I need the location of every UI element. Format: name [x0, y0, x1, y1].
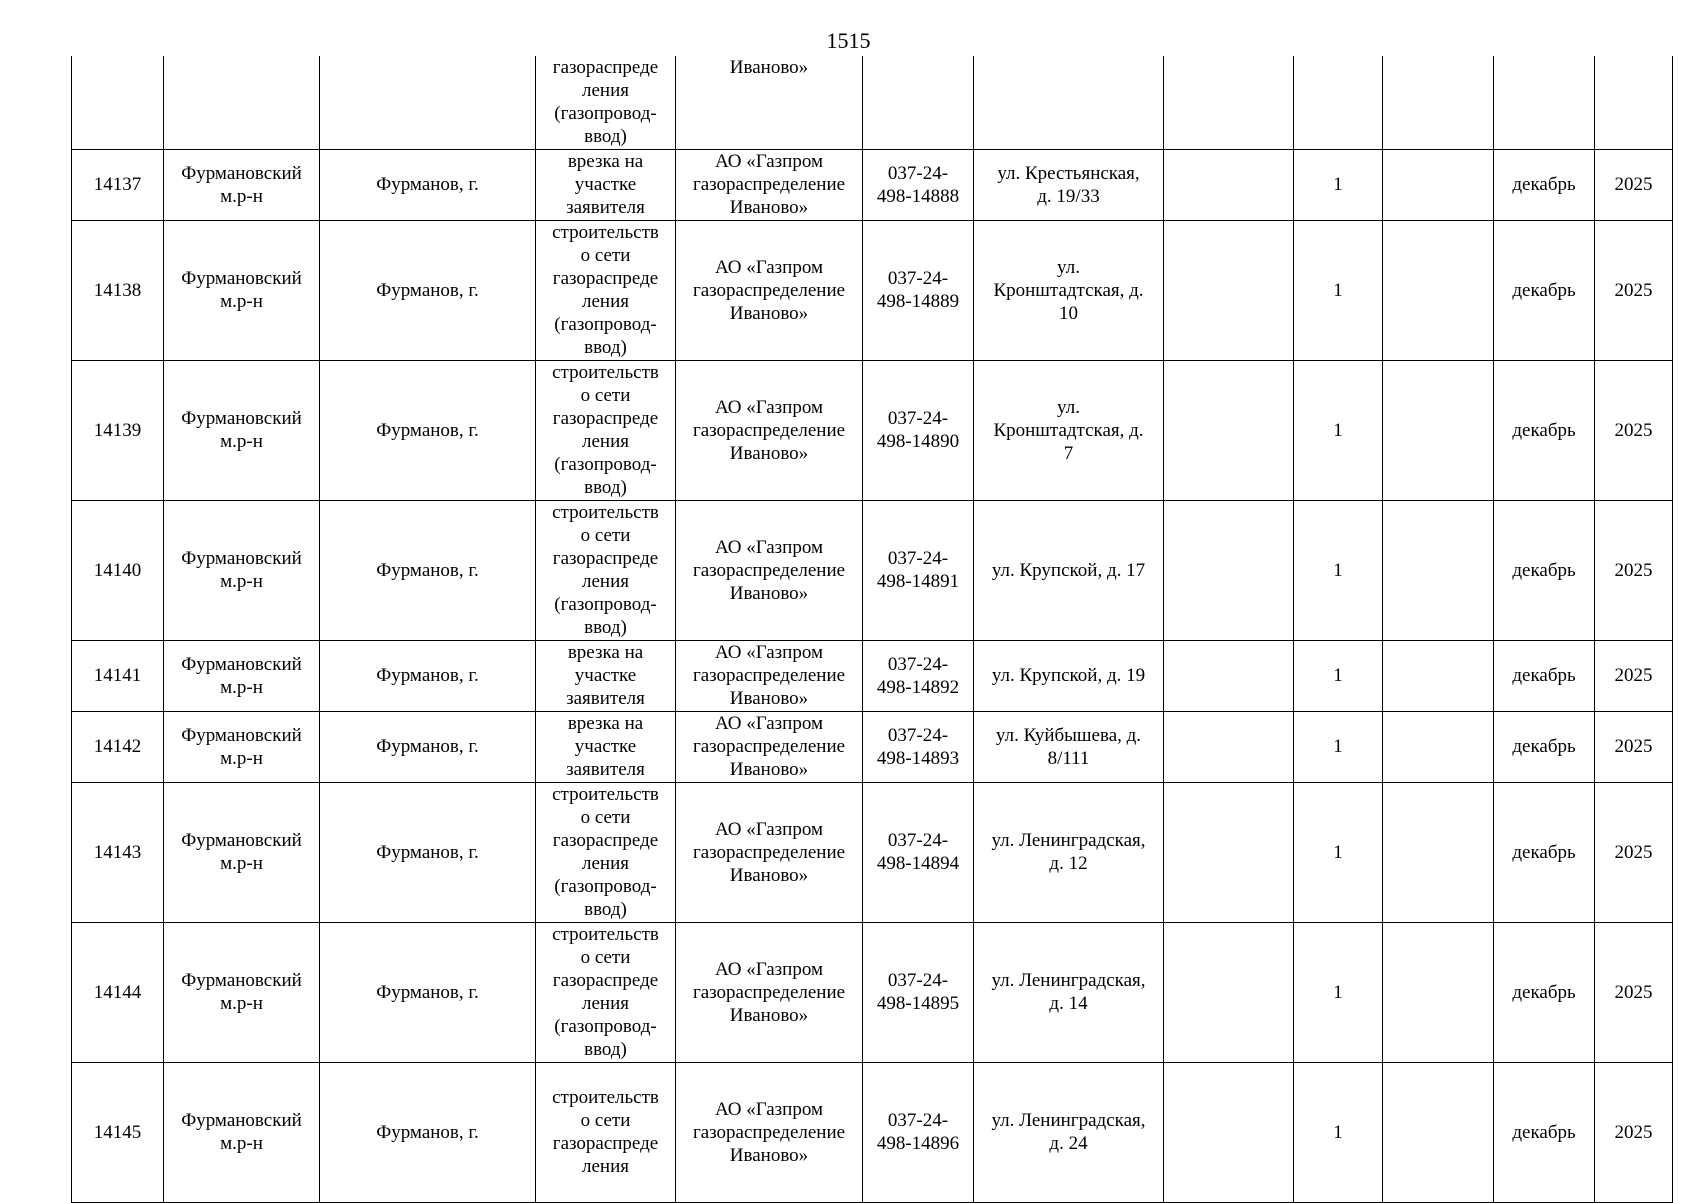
- cell-district: [164, 922, 320, 1062]
- cell-count: 1: [1294, 220, 1383, 360]
- cell-empty-1: [1164, 360, 1294, 500]
- cell-city: Фурманов, г.: [320, 149, 536, 220]
- cell-district-lines: Фурмановский м.р-н: [181, 162, 302, 207]
- cell-empty-1: [1164, 782, 1294, 922]
- cell-empty-1: [1164, 149, 1294, 220]
- cell-district: [164, 640, 320, 711]
- cell-type: [536, 711, 676, 782]
- cell-district: [164, 500, 320, 640]
- cell-type-lines: строительств о сети газораспреде ления (газопровод- ввод): [552, 222, 659, 358]
- cell-type-lines: строительств о сети газораспреде ления (газопровод- ввод): [552, 502, 659, 638]
- table-row-continuation: [72, 56, 1673, 149]
- registry-table: [71, 56, 1673, 1203]
- cell-type: [536, 1062, 676, 1202]
- cell-organization-lines: АО «Газпром газораспределение Иваново»: [692, 713, 846, 780]
- cell-organization: [676, 360, 863, 500]
- cell-city: Фурманов, г.: [320, 220, 536, 360]
- cell-district: [164, 149, 320, 220]
- cell-year: 2025: [1595, 149, 1673, 220]
- cell-year: 2025: [1595, 360, 1673, 500]
- cell-address-lines: ул. Кронштадтская, д. 10: [993, 256, 1144, 324]
- cell-address: [974, 360, 1164, 500]
- cell-district: [164, 711, 320, 782]
- cell-organization-lines: АО «Газпром газораспределение Иваново»: [692, 396, 846, 464]
- cell-district-lines: Фурмановский м.р-н: [181, 724, 302, 769]
- cell-count: [1294, 56, 1383, 149]
- cell-address: [974, 922, 1164, 1062]
- cell-type-lines: строительств о сети газораспреде ления (газопровод- ввод): [552, 362, 659, 498]
- cell-month: декабрь: [1494, 220, 1595, 360]
- table-row: [72, 782, 1673, 922]
- cell-type: [536, 500, 676, 640]
- cell-code: [863, 220, 974, 360]
- cell-num: 14137: [72, 149, 164, 220]
- cell-type-lines: строительств о сети газораспреде ления (газопровод- ввод): [552, 924, 659, 1060]
- cell-address: [974, 500, 1164, 640]
- cell-city: Фурманов, г.: [320, 640, 536, 711]
- cell-organization-lines: АО «Газпром газораспределение Иваново»: [692, 151, 846, 218]
- cell-organization-lines: АО «Газпром газораспределение Иваново»: [692, 818, 846, 886]
- cell-code-lines: 037-24- 498-14892: [876, 653, 960, 698]
- cell-organization-lines: АО «Газпром газораспределение Иваново»: [692, 256, 846, 324]
- cell-city: Фурманов, г.: [320, 782, 536, 922]
- cell-type: [536, 922, 676, 1062]
- cell-organization-lines: АО «Газпром газораспределение Иваново»: [692, 536, 846, 604]
- cell-year: 2025: [1595, 220, 1673, 360]
- cell-year: 2025: [1595, 1062, 1673, 1202]
- cell-address: [974, 711, 1164, 782]
- cell-year: 2025: [1595, 711, 1673, 782]
- cell-num: 14140: [72, 500, 164, 640]
- cell-empty-2: [1383, 1062, 1494, 1202]
- cell-district-lines: Фурмановский м.р-н: [181, 970, 302, 1014]
- cell-city: Фурманов, г.: [320, 711, 536, 782]
- cell-code: [863, 360, 974, 500]
- cell-empty-2: [1383, 56, 1494, 149]
- cell-code: [863, 1062, 974, 1202]
- cell-code: [863, 711, 974, 782]
- cell-num: 14141: [72, 640, 164, 711]
- cell-type: [536, 149, 676, 220]
- cell-empty-1: [1164, 56, 1294, 149]
- cell-empty-1: [1164, 1062, 1294, 1202]
- cell-address: [974, 149, 1164, 220]
- cell-type-lines: врезка на участке заявителя: [566, 642, 645, 709]
- cell-num: 14142: [72, 711, 164, 782]
- cell-address-lines: ул. Крупской, д. 17: [991, 559, 1146, 581]
- cell-year: 2025: [1595, 500, 1673, 640]
- cell-district-lines: Фурмановский м.р-н: [181, 1110, 302, 1154]
- cell-month: декабрь: [1494, 640, 1595, 711]
- cell-count: 1: [1294, 1062, 1383, 1202]
- cell-district: [164, 1062, 320, 1202]
- cell-address: [974, 1062, 1164, 1202]
- table-row: [72, 500, 1673, 640]
- cell-year: [1595, 56, 1673, 149]
- cell-num: [72, 56, 164, 149]
- cell-empty-1: [1164, 922, 1294, 1062]
- cell-month: декабрь: [1494, 711, 1595, 782]
- cell-type-lines: газораспреде ления (газопровод- ввод): [552, 57, 659, 148]
- cell-district-lines: Фурмановский м.р-н: [181, 830, 302, 874]
- cell-district: [164, 782, 320, 922]
- cell-count: 1: [1294, 711, 1383, 782]
- cell-organization-lines: Иваново»: [729, 57, 809, 78]
- cell-code-lines: 037-24- 498-14893: [876, 724, 960, 769]
- cell-organization-lines: АО «Газпром газораспределение Иваново»: [692, 1098, 846, 1166]
- cell-month: [1494, 56, 1595, 149]
- cell-empty-2: [1383, 782, 1494, 922]
- cell-type-lines: врезка на участке заявителя: [566, 713, 645, 780]
- cell-month: декабрь: [1494, 1062, 1595, 1202]
- cell-organization: [676, 782, 863, 922]
- cell-type: [536, 640, 676, 711]
- cell-empty-2: [1383, 922, 1494, 1062]
- cell-type: [536, 360, 676, 500]
- cell-address: [974, 220, 1164, 360]
- cell-organization: [676, 56, 863, 149]
- cell-code: [863, 640, 974, 711]
- cell-city: [320, 56, 536, 149]
- cell-district: [164, 360, 320, 500]
- cell-type-lines: врезка на участке заявителя: [566, 151, 645, 218]
- cell-address-lines: ул. Ленинградская, д. 12: [991, 830, 1146, 874]
- cell-code-lines: 037-24- 498-14891: [876, 548, 960, 592]
- cell-count: 1: [1294, 360, 1383, 500]
- cell-count: 1: [1294, 500, 1383, 640]
- cell-code-lines: 037-24- 498-14889: [876, 268, 960, 312]
- cell-empty-2: [1383, 360, 1494, 500]
- cell-count: 1: [1294, 782, 1383, 922]
- table-row: [72, 711, 1673, 782]
- cell-type-lines: строительств о сети газораспреде ления: [552, 1087, 659, 1177]
- cell-organization: [676, 220, 863, 360]
- cell-city: Фурманов, г.: [320, 500, 536, 640]
- cell-city: Фурманов, г.: [320, 360, 536, 500]
- cell-district: [164, 56, 320, 149]
- cell-month: декабрь: [1494, 149, 1595, 220]
- cell-code-lines: 037-24- 498-14890: [876, 408, 960, 452]
- cell-organization: [676, 500, 863, 640]
- registry-table-body: [72, 56, 1673, 1202]
- cell-organization: [676, 1062, 863, 1202]
- cell-organization-lines: АО «Газпром газораспределение Иваново»: [692, 642, 846, 709]
- cell-month: декабрь: [1494, 922, 1595, 1062]
- cell-year: 2025: [1595, 640, 1673, 711]
- table-row: [72, 1062, 1673, 1202]
- cell-code-lines: 037-24- 498-14895: [876, 970, 960, 1014]
- cell-type-lines: строительств о сети газораспреде ления (газопровод- ввод): [552, 784, 659, 920]
- cell-organization: [676, 149, 863, 220]
- cell-address-lines: ул. Крестьянская, д. 19/33: [997, 162, 1140, 207]
- cell-address: [974, 56, 1164, 149]
- table-row: [72, 922, 1673, 1062]
- cell-month: декабрь: [1494, 360, 1595, 500]
- cell-district-lines: Фурмановский м.р-н: [181, 548, 302, 592]
- cell-code-lines: 037-24- 498-14896: [876, 1110, 960, 1154]
- cell-num: 14139: [72, 360, 164, 500]
- cell-city: Фурманов, г.: [320, 922, 536, 1062]
- cell-type: [536, 782, 676, 922]
- cell-address: [974, 782, 1164, 922]
- cell-type: [536, 56, 676, 149]
- cell-num: 14143: [72, 782, 164, 922]
- cell-address-lines: ул. Ленинградская, д. 24: [991, 1110, 1146, 1154]
- cell-empty-2: [1383, 711, 1494, 782]
- cell-organization: [676, 922, 863, 1062]
- cell-month: декабрь: [1494, 782, 1595, 922]
- cell-year: 2025: [1595, 782, 1673, 922]
- page-number: 1515: [826, 28, 871, 53]
- cell-code-lines: 037-24- 498-14888: [876, 162, 960, 207]
- table-row: [72, 640, 1673, 711]
- cell-empty-1: [1164, 220, 1294, 360]
- cell-district-lines: Фурмановский м.р-н: [181, 408, 302, 452]
- table-row: [72, 149, 1673, 220]
- cell-code: [863, 149, 974, 220]
- cell-empty-2: [1383, 640, 1494, 711]
- cell-organization-lines: АО «Газпром газораспределение Иваново»: [692, 958, 846, 1026]
- cell-city: Фурманов, г.: [320, 1062, 536, 1202]
- cell-empty-2: [1383, 500, 1494, 640]
- cell-empty-1: [1164, 500, 1294, 640]
- cell-organization: [676, 711, 863, 782]
- cell-num: 14138: [72, 220, 164, 360]
- cell-count: 1: [1294, 922, 1383, 1062]
- cell-num: 14144: [72, 922, 164, 1062]
- cell-count: 1: [1294, 640, 1383, 711]
- cell-month: декабрь: [1494, 500, 1595, 640]
- cell-empty-2: [1383, 149, 1494, 220]
- cell-district-lines: Фурмановский м.р-н: [181, 268, 302, 312]
- cell-district: [164, 220, 320, 360]
- cell-type: [536, 220, 676, 360]
- cell-address: [974, 640, 1164, 711]
- cell-empty-1: [1164, 640, 1294, 711]
- cell-address-lines: ул. Кронштадтская, д. 7: [993, 396, 1144, 464]
- cell-code: [863, 922, 974, 1062]
- cell-year: 2025: [1595, 922, 1673, 1062]
- cell-district-lines: Фурмановский м.р-н: [181, 653, 302, 698]
- cell-address-lines: ул. Крупской, д. 19: [991, 665, 1146, 686]
- cell-code: [863, 782, 974, 922]
- cell-count: 1: [1294, 149, 1383, 220]
- table-row: [72, 360, 1673, 500]
- cell-code: [863, 56, 974, 149]
- cell-empty-2: [1383, 220, 1494, 360]
- cell-empty-1: [1164, 711, 1294, 782]
- cell-num: 14145: [72, 1062, 164, 1202]
- cell-code-lines: 037-24- 498-14894: [876, 830, 960, 874]
- table-row: [72, 220, 1673, 360]
- cell-organization: [676, 640, 863, 711]
- cell-code: [863, 500, 974, 640]
- cell-address-lines: ул. Ленинградская, д. 14: [991, 970, 1146, 1014]
- cell-address-lines: ул. Куйбышева, д. 8/111: [995, 724, 1142, 769]
